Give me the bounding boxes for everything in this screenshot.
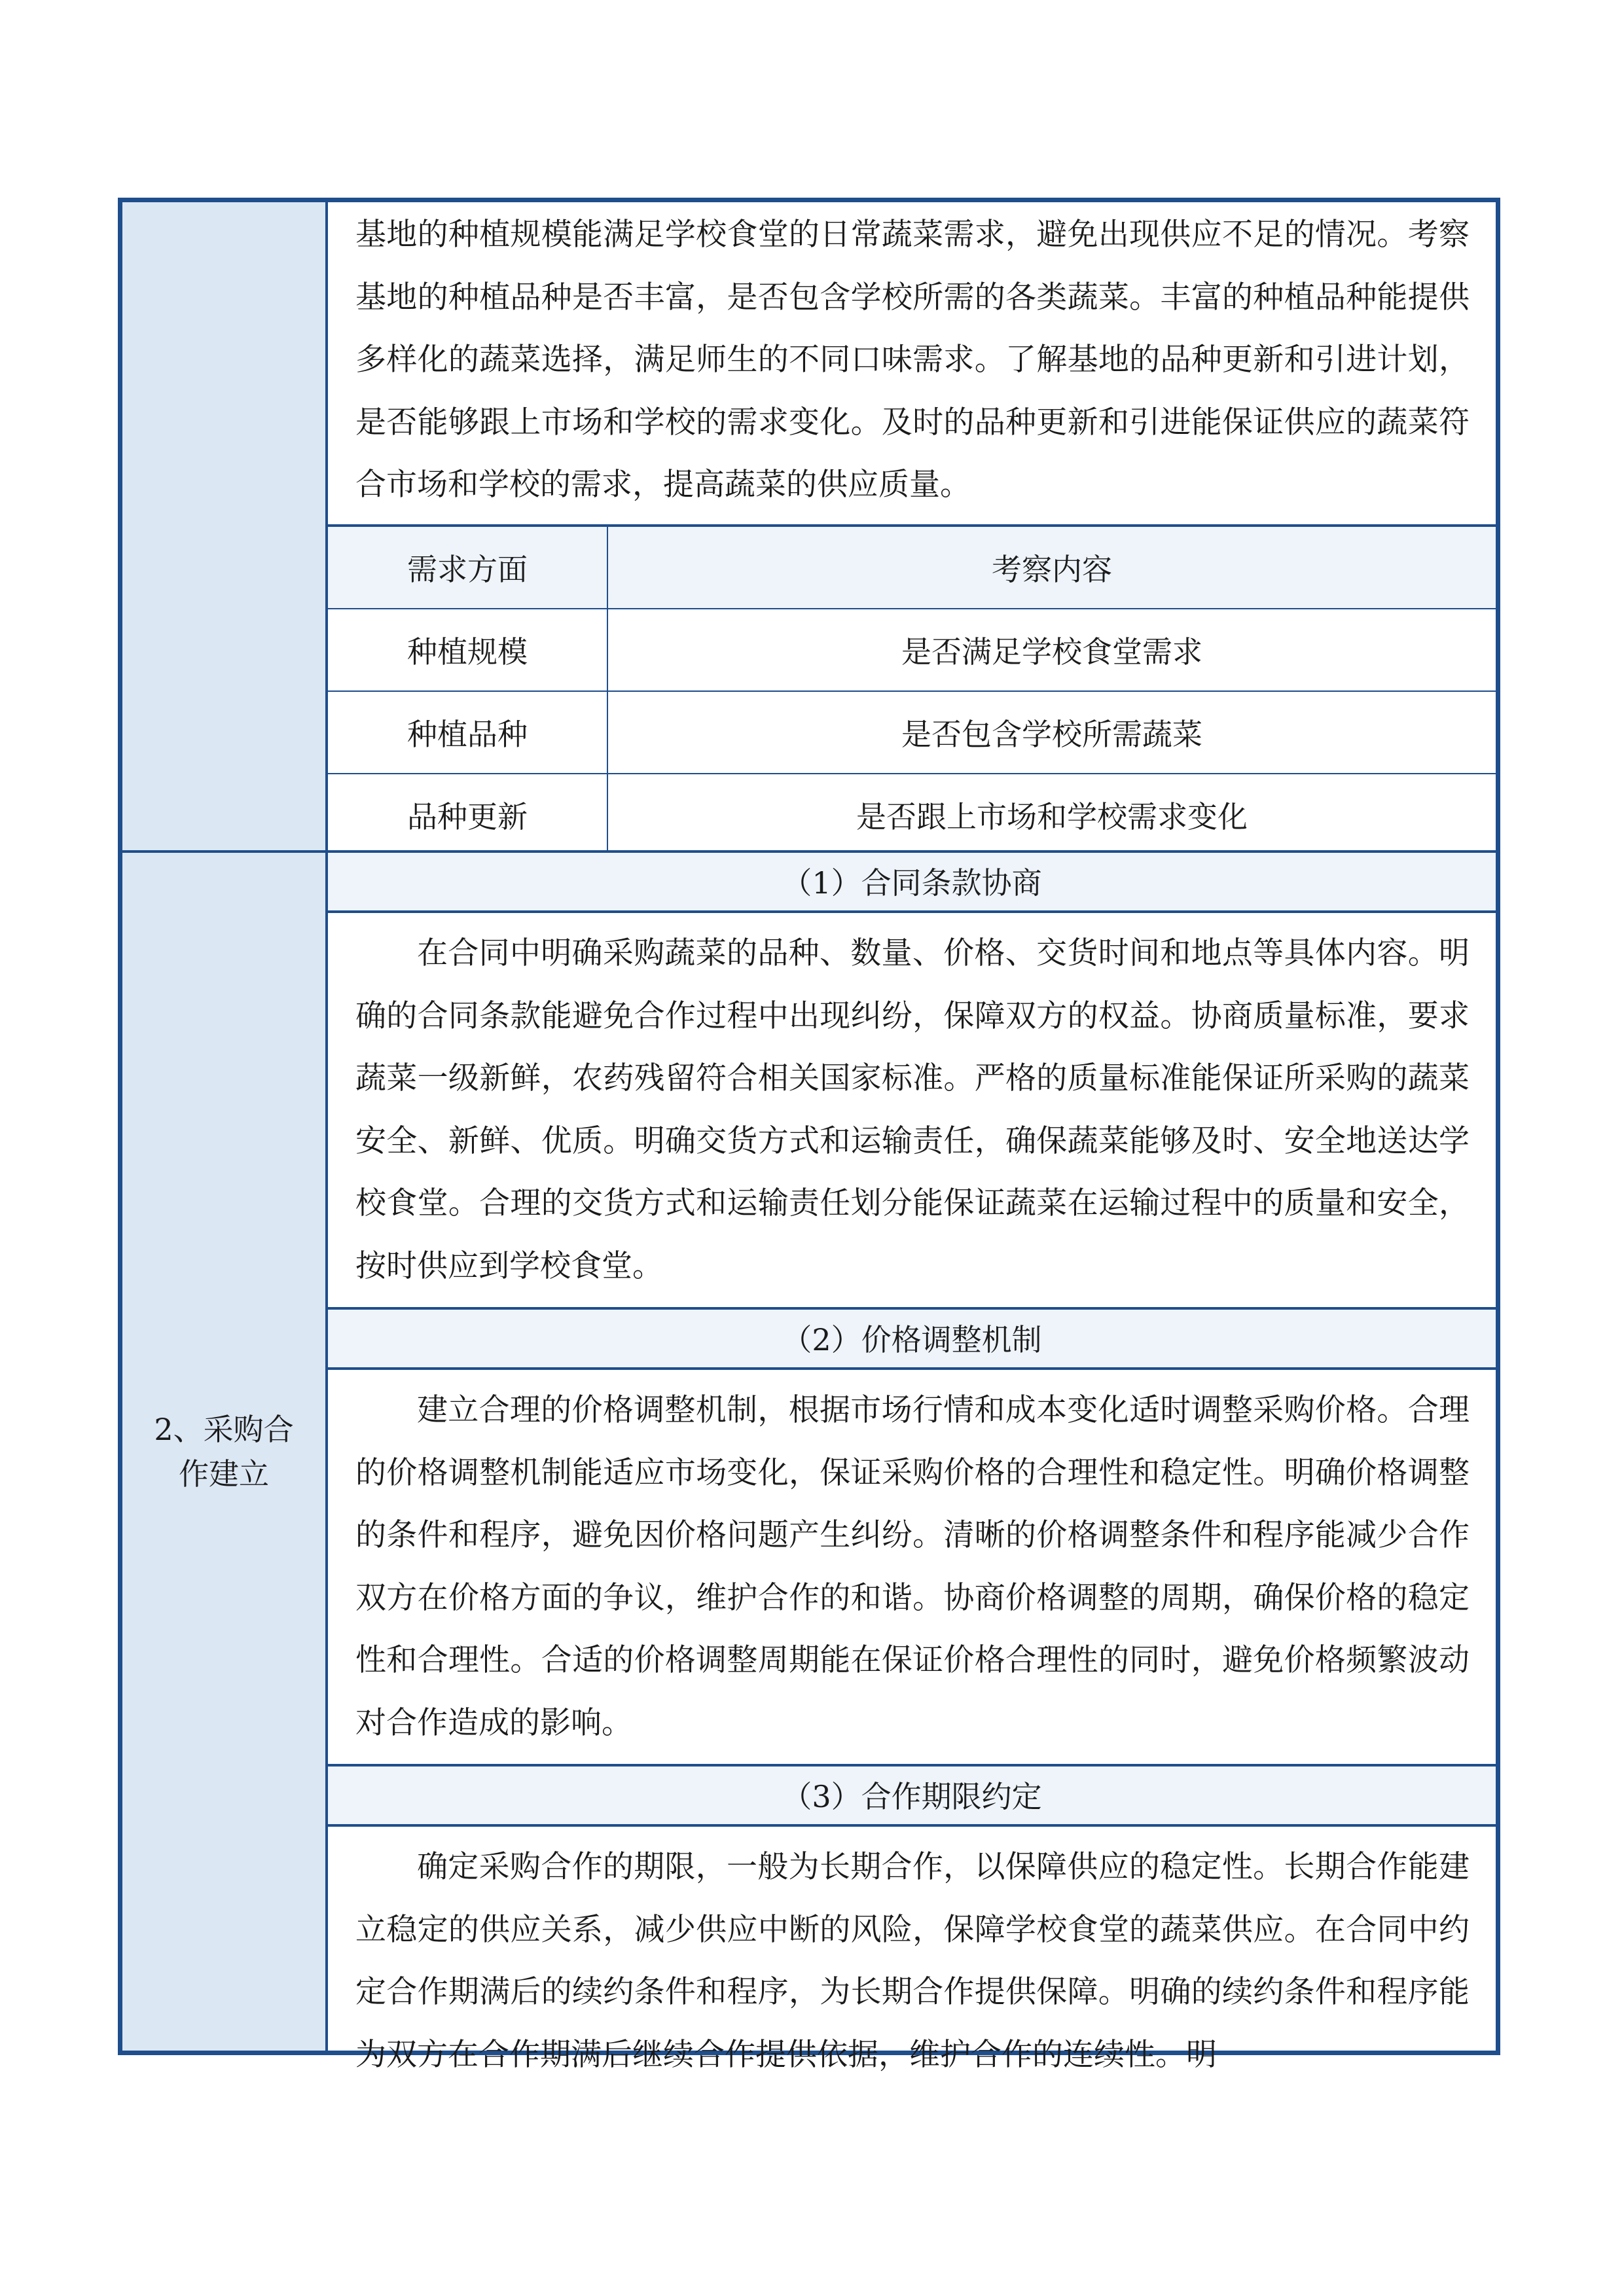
subsection-text-price: 建立合理的价格调整机制，根据市场行情和成本变化适时调整采购价格。合理的价格调整机制能适应市场变化，保证采购价格的合理性和稳定性。明确价格调整的条件和程序，避免因价格问题产生纠纷。清晰的价格调整条件和程序能减少合作双方在价格方面的争议，维护合作的和谐。协商价格调整的周期，确保价格的稳定性和合理性。合适的价格调整周期能在保证价格合理性的同时，避免价格频繁波动对合作造成的影响。 — [355, 1392, 1470, 1741]
table-cell: 是否跟上市场和学校需求变化 — [856, 799, 1248, 834]
table-cell: 品种更新 — [328, 774, 607, 855]
left-column-cell-top — [122, 202, 328, 853]
subsection-heading-price: （2）价格调整机制 — [328, 1310, 1496, 1370]
table-cell: 是否满足学校食堂需求 — [607, 609, 1496, 691]
subsection-text-term: 确定采购合作的期限，一般为长期合作，以保障供应的稳定性。长期合作能建立稳定的供应关系，减少供应中断的风险，保障学校食堂的蔬菜供应。在合同中约定合作期满后的续约条件和程序，为长期合作提供保障。明确的续约条件和程序能为双方在合作期满后继续合作提供依据，维护合作的连续性。明 — [355, 1849, 1470, 2073]
table-row — [328, 609, 1496, 691]
left-column-cell-bottom — [122, 853, 328, 2051]
table-row — [328, 691, 1496, 774]
section2-content — [328, 853, 1496, 2073]
table-cell: 是否包含学校所需蔬菜 — [607, 691, 1496, 774]
section2-label: 2、采购合作建立 — [154, 1412, 294, 1492]
table-header-content: 考察内容 — [607, 527, 1496, 609]
requirements-table — [328, 527, 1496, 855]
table-row — [328, 774, 1496, 855]
subsection-heading-term: （3）合作期限约定 — [328, 1767, 1496, 1827]
subsection-heading-contract: （1）合同条款协商 — [328, 853, 1496, 913]
subsection-text-contract: 在合同中明确采购蔬菜的品种、数量、价格、交货时间和地点等具体内容。明确的合同条款能避免合作过程中出现纠纷，保障双方的权益。协商质量标准，要求蔬菜一级新鲜，农药残留符合相关国家标准。严格的质量标准能保证所采购的蔬菜安全、新鲜、优质。明确交货方式和运输责任，确保蔬菜能够及时、安全地送达学校食堂。合理的交货方式和运输责任划分能保证蔬菜在运输过程中的质量和安全，按时供应到学校食堂。 — [355, 935, 1470, 1284]
table-header-aspect: 需求方面 — [328, 527, 607, 609]
table-cell: 种植品种 — [328, 691, 607, 774]
table-header-row — [328, 527, 1496, 609]
content-table-frame — [118, 198, 1500, 2073]
section1-paragraph: 基地的种植规模能满足学校食堂的日常蔬菜需求，避免出现供应不足的情况。考察基地的种植品种是否丰富，是否包含学校所需的各类蔬菜。丰富的种植品种能提供多样化的蔬菜选择，满足师生的不同口味需求。了解基地的品种更新和引进计划，是否能够跟上市场和学校的需求变化。及时的品种更新和引进能保证供应的蔬菜符合市场和学校的需求，提高蔬菜的供应质量。 — [355, 217, 1470, 503]
section1-content — [328, 202, 1496, 853]
table-cell: 种植规模 — [328, 609, 607, 691]
